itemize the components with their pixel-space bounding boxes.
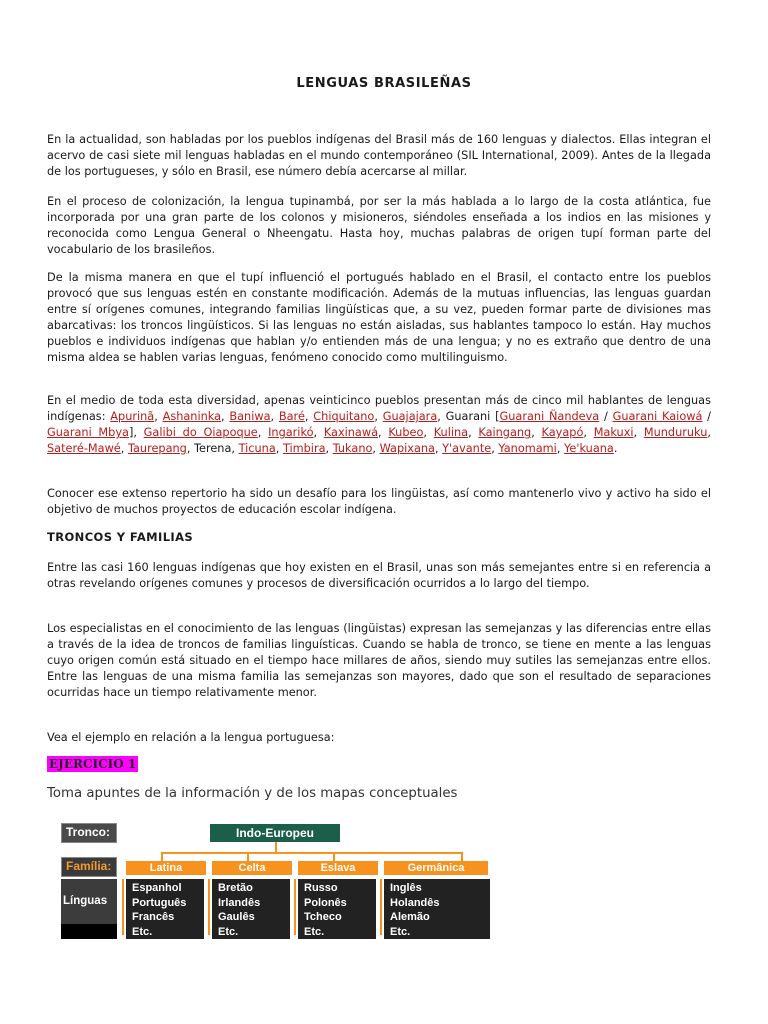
connector-line: [122, 879, 124, 935]
link-guarani-kaiowa[interactable]: Guarani Kaiowá: [612, 410, 703, 423]
link-timbira[interactable]: Timbira: [282, 442, 326, 455]
link-kubeo[interactable]: Kubeo: [388, 426, 424, 439]
language-item: Holandês: [390, 896, 440, 909]
link-kulina[interactable]: Kulina: [433, 426, 469, 439]
page-title: LENGUAS BRASILEÑAS: [296, 76, 472, 91]
link-baniwa[interactable]: Baniwa: [229, 410, 271, 423]
paragraph-6: Entre las casi 160 lenguas indígenas que hoy existen en el Brasil, unas son más semejantes entre si en referencia a otras revelando orígenes comunes y procesos de diversificación ocurridos a lo largo del tiempo.: [47, 561, 711, 590]
connector-line: [294, 879, 296, 935]
language-item: Português: [132, 896, 187, 909]
link-chiquitano[interactable]: Chiquitano: [313, 410, 375, 423]
paragraph-1: En la actualidad, son habladas por los pueblos indígenas del Brasil más de 160 lenguas y dialectos. Ellas integran el acervo de casi siete mil lenguas habladas en el mundo contemporáneo (SIL International, 2009). Antes de la llegada de los portugueses, y sólo en Brasil, ese número debía acercarse al millar.: [47, 133, 711, 178]
link-satere-mawe[interactable]: Sateré-Mawé: [47, 442, 121, 455]
connector-line: [275, 842, 277, 852]
paragraph-3: De la misma manera en que el tupí influenció el portugués hablado en el Brasil, el contacto entre los pueblos provocó que sus lenguas estén en constante modificación. Además de la mutuas influencias, las lenguas guardan entre sí orígenes comunes, integrando familias lingüísticas que, a su vez, pueden formar parte de divisiones mas abarcativas: los troncos lingüísticos. Si las lenguas no están aisladas, sus hablantes tampoco lo están. Hay muchos pueblos e individuos indígenas que hablan y/o entienden más de una lengua; y no es extraño que dentro de una misma aldea se hablen varias lenguas, fenómeno conocido como multilinguismo.: [47, 271, 711, 364]
connector-line: [380, 879, 382, 935]
connector-line: [333, 852, 335, 861]
language-tree-diagram: [47, 817, 497, 945]
link-guajajara[interactable]: Guajajara: [382, 410, 438, 423]
link-ashaninka[interactable]: Ashaninka: [162, 410, 222, 423]
link-kaingang[interactable]: Kaingang: [478, 426, 532, 439]
family-latina: Latina: [126, 861, 206, 875]
language-item: Russo: [304, 882, 338, 894]
linguas-label: Línguas: [63, 895, 108, 907]
tronco-box: Indo-Europeu: [210, 824, 340, 842]
language-item: Inglês: [390, 882, 422, 894]
link-makuxi[interactable]: Makuxi: [593, 426, 634, 439]
connector-line: [161, 852, 463, 854]
terena-text: Terena: [194, 442, 232, 455]
language-item: Etc.: [132, 925, 153, 938]
exercise-label: EJERCICIO 1: [49, 757, 137, 771]
guarani-text: Guarani: [445, 410, 491, 423]
link-munduruku[interactable]: Munduruku: [643, 426, 708, 439]
link-kaxinawa[interactable]: Kaxinawá: [323, 426, 379, 439]
link-wapixana[interactable]: Wapixana: [379, 442, 435, 455]
paragraph-5: Conocer ese extenso repertorio ha sido un desafío para los lingüistas, así como mantenerlo vivo y activo ha sido el objetivo de muchos proyectos de educación escolar indígena.: [47, 487, 711, 516]
celta-languages: [212, 879, 290, 939]
link-apurina[interactable]: Apurinã: [110, 410, 155, 423]
connector-line: [247, 852, 249, 861]
link-kayapo[interactable]: Kayapó: [541, 426, 584, 439]
exercise-instruction: Toma apuntes de la información y de los mapas conceptuales: [47, 786, 458, 801]
latina-languages: [126, 879, 204, 939]
link-yavante[interactable]: Y'avante: [442, 442, 492, 455]
link-guarani-nandeva[interactable]: Guarani Ñandeva: [499, 410, 600, 423]
link-tukano[interactable]: Tukano: [332, 442, 373, 455]
connector-line: [461, 852, 463, 861]
link-ingariko[interactable]: Ingarikó: [268, 426, 314, 439]
paragraph-7: Los especialistas en el conocimiento de las lenguas (lingüistas) expresan las semejanzas y las diferencias entre ellas a través de la idea de troncos de familias linguísticas. Cuando se habla de tronco, se tiene en mente a las lenguas cuyo origen común está situado en el tiempo hace millares de años, siendo muy sutiles las semejanzas entre ellos. Entre las lenguas de una misma familia las semejanzas son mayores, dado que son el resultado de separaciones ocurridas hace un tiempo relativamente menor.: [47, 622, 711, 699]
family-germanica: Germânica: [384, 861, 488, 875]
language-item: Gaulês: [218, 911, 255, 923]
familia-label: Família:: [61, 857, 117, 877]
section-heading: TRONCOS Y FAMILIAS: [47, 530, 194, 544]
language-item: Irlandês: [218, 896, 261, 909]
family-celta: Celta: [212, 861, 292, 875]
link-ticuna[interactable]: Ticuna: [238, 442, 276, 455]
connector-line: [208, 879, 210, 935]
link-galibi-do-oiapoque[interactable]: Galibi do Oiapoque: [143, 426, 258, 439]
eslava-languages: [298, 879, 376, 939]
language-item: Etc.: [218, 925, 239, 938]
tronco-label: Tronco:: [61, 823, 117, 843]
connector-line: [161, 852, 163, 861]
language-item: Tcheco: [304, 911, 342, 923]
germanica-languages: [384, 879, 490, 939]
linguas-label-bottom: [61, 924, 117, 939]
paragraph-8: Vea el ejemplo en relación a la lengua portuguesa:: [47, 731, 335, 744]
link-taurepang[interactable]: Taurepang: [127, 442, 187, 455]
language-item: Francês: [132, 911, 175, 923]
paragraph-2: En el proceso de colonización, la lengua tupinambá, por ser la más hablada a lo largo de la costa atlántica, fue incorporada por una gran parte de los colonos y misioneros, siéndoles enseñada a los indios en las misiones y reconocida como Lengua General o Nheengatu. Hasta hoy, muchas palabras de origen tupí forman parte del vocabulario de los brasileños.: [47, 195, 711, 256]
link-bare[interactable]: Baré: [278, 410, 305, 423]
language-item: Bretão: [218, 882, 253, 894]
family-eslava: Eslava: [298, 861, 378, 875]
paragraph-4: En el medio de toda esta diversidad, apenas veinticinco pueblos presentan más de cinco mil hablantes de lenguas indígenas: Apurinã, Ashaninka, Baniwa, Baré, Chiquitano, Guajajara, Guarani [Guarani Ñandeva / Guarani Kaiowá / Guarani Mbya], Galibi do Oiapoque, Ingarikó, Kaxinawá, Kubeo, Kulina, Kaingang, Kayapó, Makuxi, Munduruku, Sateré-Mawé, Taurepang, Terena, Ticuna, Timbira, Tukano, Wapixana, Y'avante, Yanomami, Ye'kuana.: [47, 394, 712, 455]
language-item: Etc.: [390, 925, 411, 938]
language-item: Etc.: [304, 925, 325, 938]
language-item: Espanhol: [132, 882, 182, 894]
link-guarani-mbya[interactable]: Guarani Mbya: [47, 426, 129, 439]
link-yanomami[interactable]: Yanomami: [498, 442, 557, 455]
language-item: Polonês: [304, 896, 347, 909]
language-item: Alemão: [390, 911, 430, 923]
paragraph-4-intro: En el medio de toda esta diversidad, apenas veinticinco pueblos presentan más de cinco mil hablantes de lenguas indígenas:: [47, 394, 711, 423]
link-yekuana[interactable]: Ye'kuana: [564, 442, 614, 455]
